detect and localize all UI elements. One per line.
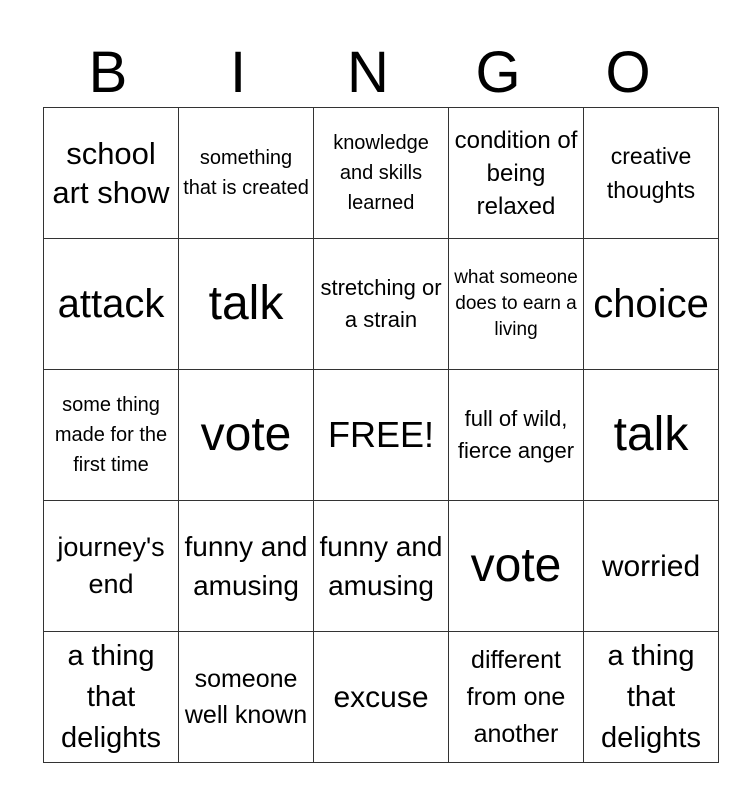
bingo-cell[interactable]: talk — [584, 370, 719, 501]
header-letter-g: G — [475, 40, 521, 105]
free-space-cell[interactable]: FREE! — [314, 370, 449, 501]
bingo-cell[interactable]: choice — [584, 239, 719, 370]
bingo-cell[interactable]: talk — [179, 239, 314, 370]
header-letter-i: I — [229, 40, 247, 105]
board-row — [44, 370, 719, 501]
bingo-board — [43, 107, 719, 763]
bingo-cell[interactable]: school art show — [44, 108, 179, 239]
bingo-cell[interactable]: different from one another — [449, 632, 584, 763]
header-letter-n: N — [347, 40, 389, 105]
bingo-cell[interactable]: knowledge and skills learned — [314, 108, 449, 239]
bingo-cell[interactable]: funny and amusing — [314, 501, 449, 632]
bingo-cell[interactable]: something that is created — [179, 108, 314, 239]
header-letter-b: B — [88, 40, 128, 105]
bingo-cell[interactable]: vote — [449, 501, 584, 632]
board-row — [44, 501, 719, 632]
bingo-cell[interactable]: vote — [179, 370, 314, 501]
board-row — [44, 632, 719, 763]
bingo-cell[interactable]: a thing that delights — [584, 632, 719, 763]
bingo-cell[interactable]: some thing made for the first time — [44, 370, 179, 501]
bingo-cell[interactable]: worried — [584, 501, 719, 632]
bingo-cell[interactable]: attack — [44, 239, 179, 370]
bingo-cell[interactable]: what someone does to earn a living — [449, 239, 584, 370]
bingo-cell[interactable]: stretching or a strain — [314, 239, 449, 370]
bingo-header — [43, 38, 693, 108]
bingo-cell[interactable]: journey's end — [44, 501, 179, 632]
board-row — [44, 239, 719, 370]
bingo-cell[interactable]: excuse — [314, 632, 449, 763]
bingo-cell[interactable]: creative thoughts — [584, 108, 719, 239]
board-row — [44, 108, 719, 239]
bingo-cell[interactable]: condition of being relaxed — [449, 108, 584, 239]
bingo-cell[interactable]: a thing that delights — [44, 632, 179, 763]
bingo-cell[interactable]: funny and amusing — [179, 501, 314, 632]
bingo-cell[interactable]: full of wild, fierce anger — [449, 370, 584, 501]
bingo-cell[interactable]: someone well known — [179, 632, 314, 763]
header-letter-o: O — [605, 40, 651, 105]
